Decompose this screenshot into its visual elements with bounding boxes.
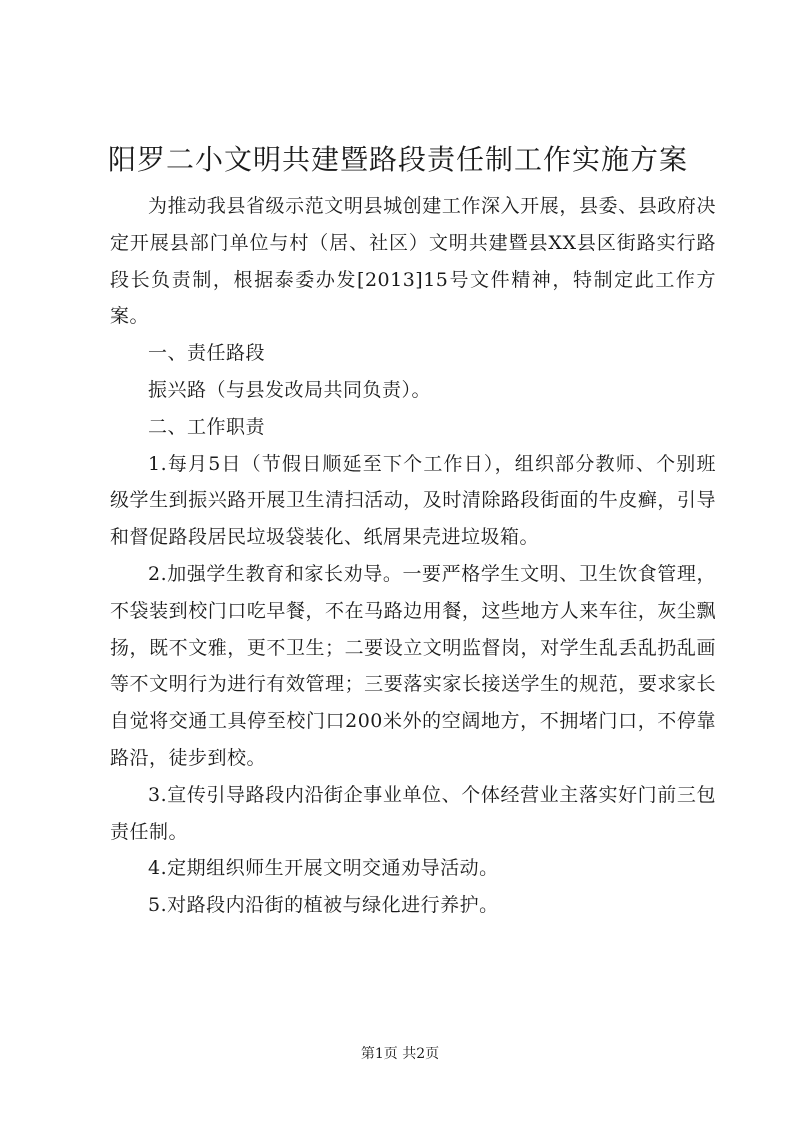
duty-item-1: 1.每月5日（节假日顺延至下个工作日），组织部分教师、个别班级学生到振兴路开展卫生清扫活动，及时清除路段街面的牛皮癣，引导和督促路段居民垃圾袋装化、纸屑果壳进垃圾箱。 (110, 452, 716, 549)
section-heading-responsibility-road: 一、责任路段 (148, 342, 266, 365)
duty-item-2: 2.加强学生教育和家长劝导。一要严格学生文明、卫生饮食管理，不袋装到校门口吃早餐，不在马路边用餐，这些地方人来车往，灰尘飘扬，既不文雅，更不卫生；二要设立文明监督岗，对学生乱丢乱扔乱画等不文明行为进行有效管理；三要落实家长接送学生的规范，要求家长自觉将交通工具停至校门口200米外的空阔地方，不拥堵门口，不停靠路沿，徒步到校。 (110, 562, 716, 769)
paragraph-intro: 为推动我县省级示范文明县城创建工作深入开展，县委、县政府决定开展县部门单位与村（居、社区）文明共建暨县XX县区街路实行路段长负责制，根据泰委办发[2013]15号文件精神，特制定此工作方案。 (110, 195, 716, 328)
duty-item-5: 5.对路段内沿街的植被与绿化进行养护。 (148, 894, 499, 917)
duty-item-3: 3.宣传引导路段内沿街企事业单位、个体经营业主落实好门前三包责任制。 (110, 783, 716, 843)
document-body (110, 188, 716, 924)
page-number-footer: 第1页 共2页 (360, 1046, 440, 1062)
paragraph-road: 振兴路（与县发改局共同负责）。 (148, 378, 432, 401)
duty-item-4: 4.定期组织师生开展文明交通劝导活动。 (148, 857, 499, 880)
document-title: 阳罗二小文明共建暨路段责任制工作实施方案 (108, 143, 689, 176)
section-heading-duties: 二、工作职责 (148, 415, 266, 438)
